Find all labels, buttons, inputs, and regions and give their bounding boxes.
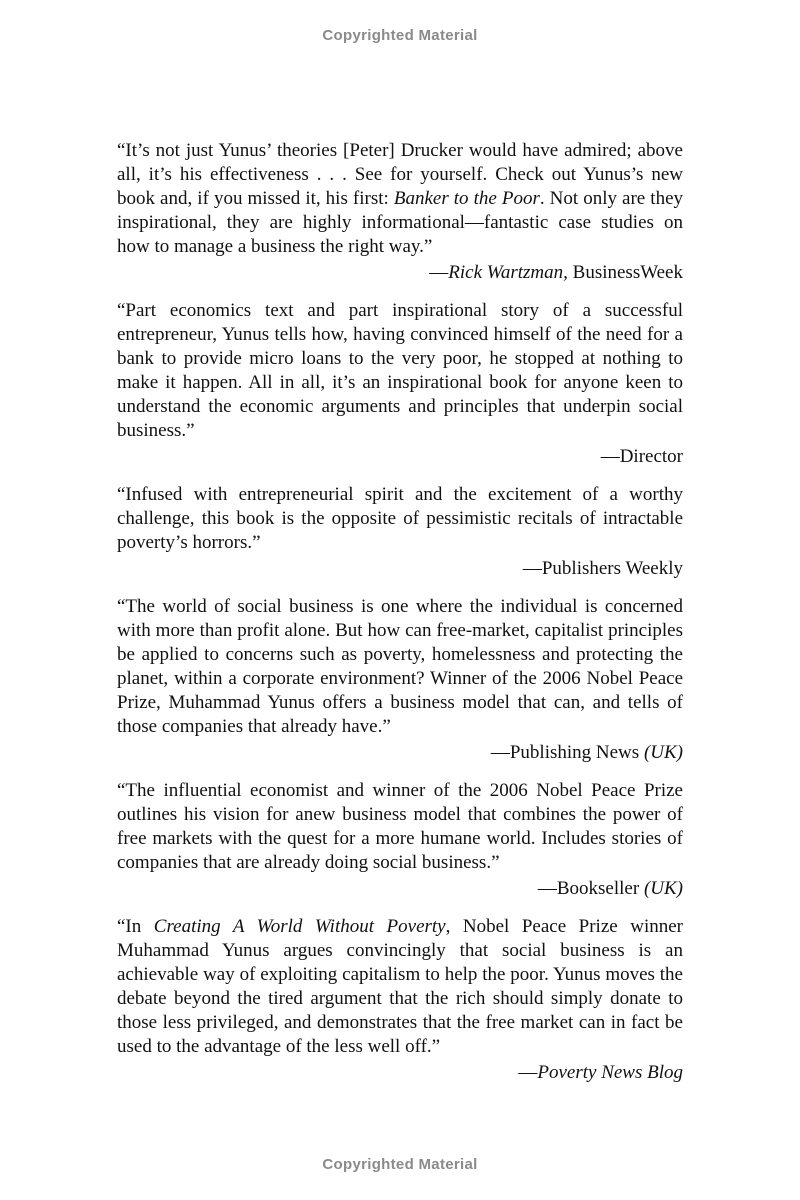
quote-block: [117, 915, 683, 1085]
quote-text: “The world of social business is one where the individual is concerned with more than profit alone. But how can free-market, capitalist principles be applied to concerns such as poverty, homelessness and protecting the planet, within a corporate environment? Winner of the 2006 Nobel Peace Prize, Muhammad Yunus offers a business model that can, and tells of those companies that already have.”: [117, 596, 683, 737]
quote-text: “Part economics text and part inspirational story of a successful entrepreneur, Yunus tells how, having convinced himself of the need for a bank to provide micro loans to the very poor, he stopped at nothing to make it happen. All in all, it’s an inspirational book for anyone keen to understand the economic arguments and principles that underpin social business.”: [117, 300, 683, 441]
praise-page-content: [117, 139, 683, 1099]
quote-block: [117, 139, 683, 285]
quote-block: [117, 595, 683, 765]
quote-attribution: —Publishers Weekly: [522, 558, 683, 579]
copyright-watermark-bottom: Copyrighted Material: [322, 1156, 478, 1173]
quote-block: [117, 483, 683, 581]
quote-attribution: —Publishing News (UK): [490, 742, 683, 763]
quote-block: [117, 779, 683, 901]
quote-attribution: —Poverty News Blog: [518, 1062, 683, 1083]
quote-block: [117, 299, 683, 469]
quote-attribution: —Director: [600, 446, 683, 467]
quote-attribution: —Bookseller (UK): [537, 878, 683, 899]
quote-text: “The influential economist and winner of the 2006 Nobel Peace Prize outlines his vision for anew business model that combines the power of free markets with the quest for a more humane world. Includes stories of companies that are already doing social business.”: [117, 780, 683, 873]
copyright-watermark-top: Copyrighted Material: [322, 27, 478, 44]
quote-attribution: —Rick Wartzman, BusinessWeek: [429, 262, 683, 283]
quote-text: “It’s not just Yunus’ theories [Peter] Drucker would have admired; above all, it’s his effectiveness . . . See for yourself. Check out Yunus’s new book and, if you missed it, his first: Banker to the Poor. Not only are they inspirational, they are highly informational—fantastic case studies on how to manage a business the right way.”: [117, 140, 683, 257]
quote-text: “In Creating A World Without Poverty, Nobel Peace Prize winner Muhammad Yunus argues convincingly that social business is an achievable way of exploiting capitalism to help the poor. Yunus moves the debate beyond the tired argument that the rich should simply donate to those less privileged, and demonstrates that the free market can in fact be used to the advantage of the less well off.”: [117, 916, 683, 1057]
quote-text: “Infused with entrepreneurial spirit and the excitement of a worthy challenge, this book is the opposite of pessimistic recitals of intractable poverty’s horrors.”: [117, 484, 683, 553]
